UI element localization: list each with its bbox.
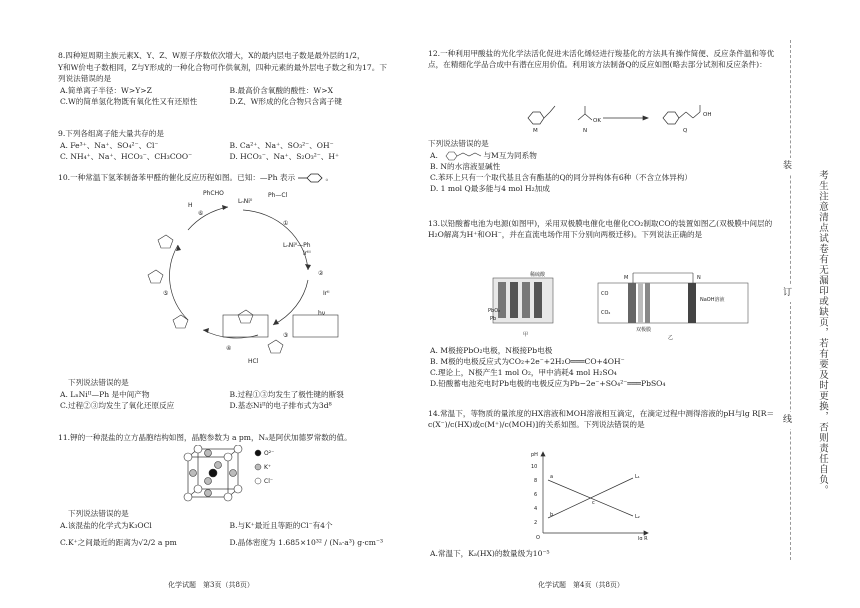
- question-14-options: [428, 548, 783, 559]
- q13-stem: 13.以铅酸蓄电池为电源(如图甲)，采用双极膜电催化电催化CO₂制取CO的装置如图乙(双极膜中间层的H₂O解离为H⁺和OH⁻，并在直流电场作用下分别向两极迁移)。下列说法正确的是: [428, 219, 773, 239]
- q11-question: 下列说法错误的是: [68, 509, 129, 518]
- q11-option-a: A.该混盐的化学式为K₃OCl: [60, 521, 152, 530]
- q12-option-a: A. 与M互为同系物: [430, 151, 537, 160]
- q14-option-a: A.常温下，Kₐ(HX)的数量级为10⁻⁵: [430, 549, 550, 558]
- q10-option-b: B.过程①③均发生了极性键的断裂: [229, 390, 344, 399]
- binding-mark-ding: 订: [783, 285, 792, 302]
- q9-option-d: D. HCO₃⁻、Na⁺、S₂O₃²⁻、H⁺: [229, 152, 340, 161]
- question-11-options: [58, 508, 393, 548]
- q13-option-b: B. M极的电极反应式为CO₂+2e⁻+2H₂O═══CO+4OH⁻: [430, 357, 625, 366]
- q12-option-a-structure: [444, 150, 484, 162]
- q9-option-a: A. Fe³⁺、Na⁺、SO₄²⁻、Cl⁻: [60, 141, 159, 150]
- product-oh-label: OH: [703, 112, 712, 118]
- battery-caption: 甲: [523, 332, 529, 338]
- q10-question: 下列说法错误的是: [68, 378, 129, 387]
- binding-mark-xian: 线: [783, 412, 792, 429]
- q11-stem: 11.钾的一种混盐的立方晶胞结构如图，晶胞参数为 a pm，Nₐ是阿伏加德罗常数的值。: [58, 433, 352, 442]
- battery-acid-label: 稀硫酸: [530, 272, 546, 278]
- question-8: 8.四种短周期主族元素X、Y、Z、W原子序数依次增大，X的最内层电子数是最外层的1/2， Y和W价电子数相同，Z与Y形成的一种化合物可作供氧剂，四种元素的最外层电子数之和为17。下列说法错误的是 A.简单离子半径：W>Y>Z B.最高价含氧酸的酸性：W>X C.W的简单氢化物既有氧化性又有还原性 D.Z、W形成的化合物只含离子键: [58, 50, 393, 107]
- question-14: [428, 408, 783, 431]
- q8-option-d: D.Z、W形成的化合物只含离子键: [229, 97, 342, 106]
- q13-option-c: C.理论上，N极产生1 mol O₂，甲中消耗4 mol H₂SO₄: [430, 368, 617, 377]
- q10-option-d: D.基态Niᴵᴵ的电子排布式为3d⁸: [229, 401, 332, 410]
- step-3-label: ③: [283, 332, 289, 339]
- question-13-options: [428, 345, 783, 389]
- bipolar-membrane-label: 双极膜: [636, 327, 652, 333]
- q8-stem-2: Y和W价电子数相同，Z与Y形成的一种化合物可作供氧剂，四种元素的最外层电子数之和为17。下列说法错误的是: [58, 63, 387, 83]
- species-hcl: HCl: [248, 358, 259, 365]
- graph-tick-6: 6: [534, 492, 538, 498]
- graph-point-b: b: [550, 512, 554, 518]
- q12-option-d: D. 1 mol Q最多能与4 mol H₂加成: [430, 184, 550, 193]
- crystal-cell-diagram: [178, 445, 328, 505]
- q13-option-a: A. M极接PbO₂电极，N极接Pb电极: [430, 346, 553, 355]
- q10-option-c: C.过程②③均发生了氧化还原反应: [60, 401, 175, 410]
- step-1-label: ①: [283, 220, 289, 227]
- legend-cl-label: Cl⁻: [264, 478, 274, 485]
- question-9: [58, 128, 393, 162]
- battery-pbo2-label: PbO₂: [488, 308, 501, 314]
- q8-option-b: B.最高价含氧酸的酸性：W>X: [229, 86, 334, 95]
- question-13: [428, 218, 783, 241]
- reagent-ok-label: OK: [593, 118, 601, 124]
- legend-k-label: K⁺: [264, 464, 272, 471]
- q12-question: 下列说法错误的是: [428, 139, 489, 148]
- q11-option-c: C.K⁺之间最近的距离为√2/2 a pm: [60, 538, 177, 547]
- graph-ph-label: pH: [531, 452, 538, 458]
- q9-option-b: B. Ca²⁺、Na⁺、SO₃²⁻、OH⁻: [229, 141, 334, 150]
- step-4-label: ④: [226, 345, 232, 352]
- right-page-footer: 化学试题 第4页（共8页）: [538, 581, 624, 589]
- graph-tick-4: 4: [534, 506, 538, 512]
- electrode-m-label: M: [624, 275, 629, 281]
- question-11: [58, 432, 393, 444]
- q9-stem: 9.下列各组离子能大量共存的是: [58, 129, 164, 138]
- graph-x-label: lg R: [638, 536, 648, 540]
- cell-co2-label: CO₂: [601, 310, 611, 316]
- q8-option-c: C.W的简单氢化物既有氧化性又有还原性: [60, 97, 198, 106]
- question-12-options: [428, 138, 783, 194]
- graph-point-c: c: [592, 500, 595, 506]
- q8-option-a: A.简单离子半径：W>Y>Z: [60, 86, 152, 95]
- reagent-n-label: N: [583, 128, 588, 134]
- left-page-footer: 化学试题 第3页（共8页）: [168, 581, 254, 589]
- graph-line-l2: L₂: [635, 514, 640, 520]
- q12-stem: 12.一种利用甲酸盐的光化学法活化促进未活化烯烃进行羧基化的方法具有操作简便、反应条件温和等优点，在精细化学品合成中有潜在应用价值。利用该方法制备Q的反应如图(略去部分试剂和反应条件)：: [428, 49, 775, 69]
- q11-option-d: D.晶体密度为 1.685×10³² / (Nₐ·a³) g·cm⁻³: [229, 538, 384, 547]
- step-5-label: ⑤: [163, 290, 169, 297]
- q9-option-c: C. NH₄⁺、Na⁺、HCO₃⁻、CH₃COO⁻: [60, 152, 193, 161]
- species-phcl: Ph—Cl: [268, 192, 288, 199]
- q13-apparatus-diagram: [488, 268, 758, 340]
- step-2-label: ②: [318, 270, 324, 277]
- species-phcho: PhCHO: [203, 190, 224, 197]
- catalytic-cycle-diagram: [118, 185, 368, 365]
- product-q-label: Q: [683, 128, 688, 134]
- cell-co-label: CO: [601, 291, 609, 297]
- question-10-options: [58, 377, 393, 411]
- question-12: [428, 48, 783, 71]
- step-6-label: ⑥: [198, 210, 204, 217]
- q12-reaction-scheme: [523, 100, 723, 135]
- graph-tick-8: 8: [534, 478, 538, 484]
- question-10: [58, 172, 393, 184]
- species-ni0: LₙNi⁰: [238, 198, 253, 205]
- q14-stem: 14.常温下，等物质的量浓度的HX溶液和MOH溶液相互滴定，在滴定过程中测得溶液的pH与lg R[R＝c(X⁻)/c(HX)或c(M⁺)/c(MOH)]的关系如图。下列说法错误的是: [428, 409, 775, 429]
- binding-mark-zhuang: 装: [783, 158, 792, 175]
- q12-option-c: C.苯环上只有一个取代基且含有酯基的Q的同分异构体有6种（不含立体异构）: [430, 173, 693, 182]
- q13-option-d: D.铅酸蓄电池充电时Pb电极的电极反应为Pb−2e⁻+SO₄²⁻═══PbSO₄: [430, 379, 666, 388]
- species-ir2: Irᴵᴵ: [323, 290, 330, 297]
- q12-option-b: B. N的水溶液显碱性: [430, 162, 501, 171]
- q10-stem: 10.一种常温下氢苯制备苯甲醛的催化反应历程如图。已知：—Ph 表示: [58, 173, 296, 182]
- candidate-notice: 考生注意清点试卷有无漏印或缺页，若有要及时更换，否则责任自负。: [817, 170, 828, 496]
- species-ir3: Irᴵᴵᴵ: [303, 250, 311, 257]
- graph-origin: O: [536, 535, 540, 540]
- phenyl-ring-icon: [298, 173, 326, 183]
- q14-ph-graph: [528, 448, 658, 540]
- electrode-n-label: N: [697, 275, 701, 281]
- graph-point-a: a: [550, 474, 554, 480]
- graph-tick-2: 2: [534, 520, 538, 526]
- reagent-m-label: M: [533, 128, 538, 134]
- battery-pb-label: Pb: [490, 316, 497, 322]
- q11-option-b: B.与K⁺最近且等距的Cl⁻有4个: [229, 521, 333, 530]
- species-niii-ph: LₙNiᴵᴵ—Ph: [283, 242, 311, 249]
- q8-fraction: 1/2: [344, 51, 357, 60]
- species-hv: hν: [318, 310, 326, 317]
- graph-tick-10: 10: [531, 464, 538, 470]
- q8-stem-1: 8.四种短周期主族元素X、Y、Z、W原子序数依次增大，X的最内层电子数是最外层的: [58, 51, 345, 60]
- q10-stem-end: 。: [325, 173, 334, 182]
- legend-o2-label: O²⁻: [264, 450, 275, 457]
- cell-caption: 乙: [668, 335, 674, 340]
- species-h: H: [188, 202, 193, 209]
- graph-line-l1: L₁: [635, 474, 640, 480]
- q10-option-a: A. LₙNiᴵᴵ—Ph 是中间产物: [60, 390, 150, 399]
- cell-naoh-label: NaOH溶液: [700, 297, 725, 303]
